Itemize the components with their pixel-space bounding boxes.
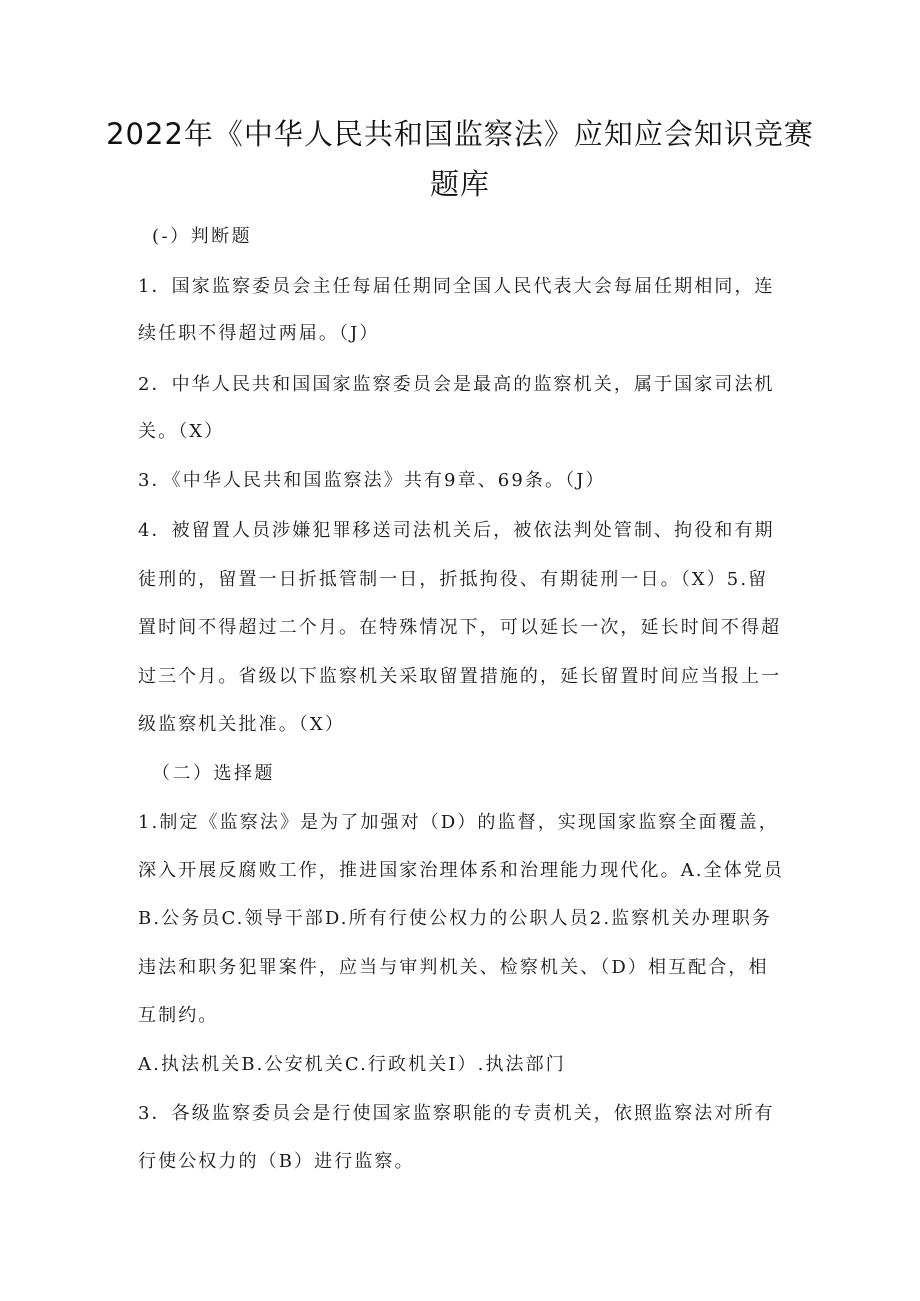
text-line: 3．《中华人民共和国监察法》共有9章、69条。（J） bbox=[138, 470, 606, 491]
text-line: 级监察机关批准。（X） bbox=[138, 714, 345, 735]
text-line: 4．被留置人员涉嫌犯罪移送司法机关后，被依法判处管制、拘役和有期 bbox=[138, 520, 775, 541]
text-line: A.执法机关B.公安机关C.行政机关I）.执法部门 bbox=[138, 1054, 566, 1075]
text-line: 3．各级监察委员会是行使国家监察职能的专责机关，依照监察法对所有 bbox=[138, 1103, 775, 1124]
document-title-line-2: 题库 bbox=[429, 167, 490, 201]
text-line: 续任职不得超过两届。（J） bbox=[138, 323, 380, 344]
text-line: 1.制定《监察法》是为了加强对（D）的监督，实现国家监察全面覆盖， bbox=[138, 812, 779, 833]
text-line: 行使公权力的（B）进行监察。 bbox=[138, 1151, 415, 1172]
section-heading-judgment: (-）判断题 bbox=[152, 226, 253, 247]
text-line: B.公务员C.领导干部D.所有行使公权力的公职人员2.监察机关办理职务 bbox=[138, 908, 772, 929]
text-line: 深入开展反腐败工作，推进国家治理体系和治理能力现代化。A.全体党员 bbox=[138, 860, 785, 881]
document-title-line-1: 2022年《中华人民共和国监察法》应知应会知识竞赛 bbox=[106, 117, 814, 151]
text-line: 互制约。 bbox=[138, 1005, 219, 1026]
section-heading-choice: （二）选择题 bbox=[152, 763, 275, 784]
text-line: 关。（X） bbox=[138, 421, 225, 442]
text-line: 1．国家监察委员会主任每届任期同全国人民代表大会每届任期相同，连 bbox=[138, 276, 775, 297]
text-line: 置时间不得超过二个月。在特殊情况下，可以延长一次，延长时间不得超 bbox=[138, 617, 782, 638]
text-line: 过三个月。省级以下监察机关采取留置措施的，延长留置时间应当报上一 bbox=[138, 666, 782, 687]
text-line: 2．中华人民共和国国家监察委员会是最高的监察机关，属于国家司法机 bbox=[138, 374, 775, 395]
text-line: 徒刑的，留置一日折抵管制一日，折抵拘役、有期徒刑一日。（X）5.留 bbox=[138, 569, 769, 590]
text-line: 违法和职务犯罪案件，应当与审判机关、检察机关、（D）相互配合，相 bbox=[138, 957, 769, 978]
